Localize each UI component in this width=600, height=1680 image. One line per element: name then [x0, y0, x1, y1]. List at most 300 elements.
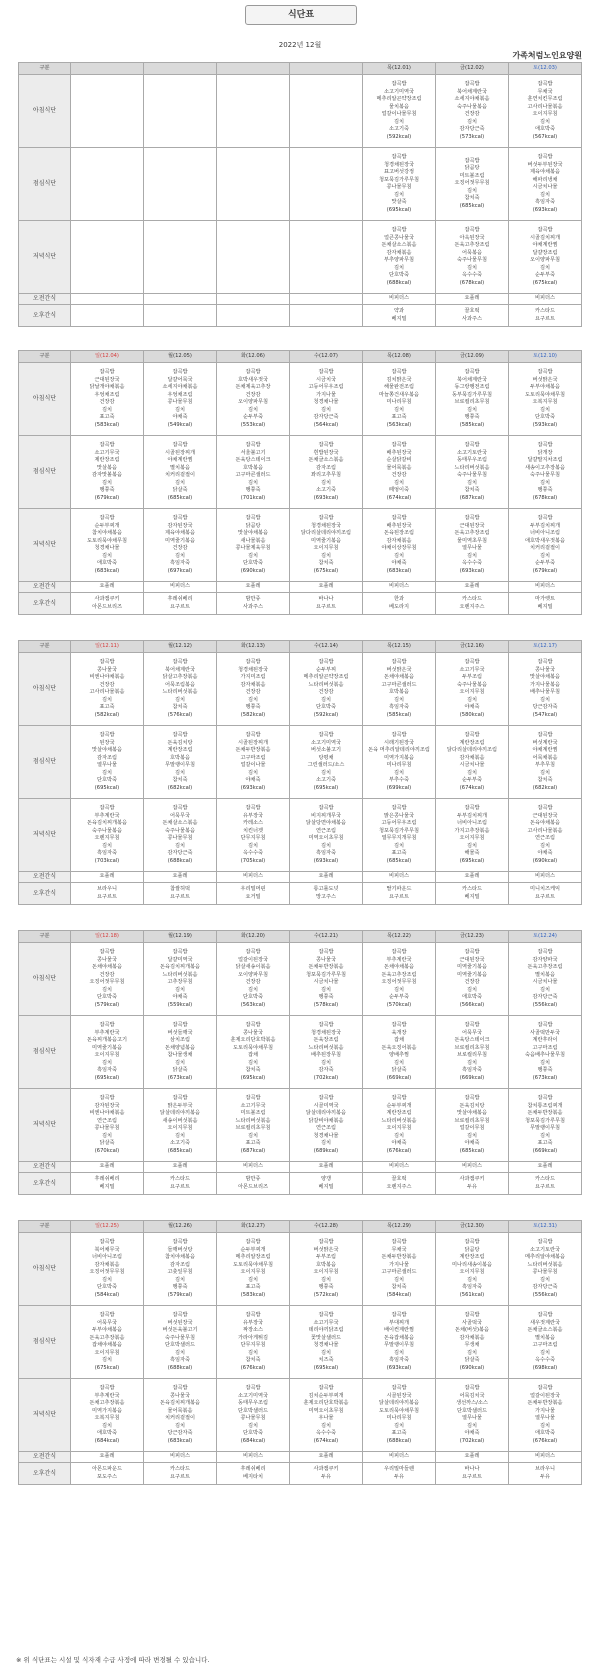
menu-cell — [144, 1463, 217, 1485]
menu-item: 물치볶음 — [388, 103, 410, 110]
day-header: 금(12.09) — [436, 351, 509, 363]
menu-cell — [509, 883, 582, 905]
row-label: 아침식단 — [19, 75, 71, 148]
menu-cell — [290, 305, 363, 327]
menu-item: 잡곡밥 — [464, 1312, 480, 1318]
menu-item: 돈채두반장볶음 — [308, 964, 344, 970]
menu-item: 땡쭝죽 — [537, 487, 553, 493]
menu-item: 김치 — [539, 842, 551, 849]
menu-item: 콩나물국 — [534, 666, 556, 673]
menu-item: 옥수수죽 — [315, 1430, 337, 1436]
menu-item: 김치 — [393, 552, 405, 559]
menu-item: 표고죽 — [391, 850, 407, 856]
menu-item: 닭곰탕 — [245, 522, 261, 529]
menu-item: 참치죽 — [464, 195, 480, 202]
breakfast-row — [19, 363, 582, 436]
menu-item: 닭살죽 — [172, 1067, 188, 1073]
menu-item: 김치 — [539, 406, 551, 413]
pm-snack-row — [19, 593, 582, 615]
day-header: 월(12.05) — [144, 351, 217, 363]
menu-cell — [509, 509, 582, 582]
menu-item: 옥수수죽 — [534, 1357, 556, 1363]
menu-item: 맑은두부국 — [167, 1102, 193, 1109]
menu-item: 미나리무침 — [386, 762, 412, 768]
menu-cell — [144, 294, 217, 305]
menu-item: 어묵채볶음 — [532, 754, 558, 761]
menu-item: 요플레 — [318, 873, 334, 880]
menu-item: 감자당근죽 — [532, 1284, 558, 1290]
menu-cell — [363, 883, 436, 905]
menu-item: 잡곡밥 — [245, 949, 261, 955]
menu-item: 콩나물국 — [315, 956, 337, 963]
menu-item: 단호박죽 — [534, 414, 556, 420]
menu-item: 잡곡밥 — [537, 805, 553, 811]
menu-cell — [144, 653, 217, 726]
menu-item: 야채죽 — [391, 1140, 407, 1146]
menu-cell — [509, 726, 582, 799]
menu-item: 잡곡밥 — [391, 442, 407, 448]
menu-item: 어묵무국 — [461, 1029, 483, 1036]
menu-item: (693kcal) — [240, 784, 266, 791]
menu-item: 꽈리고추무침 — [310, 472, 342, 478]
menu-item: 단호박샐러드 — [456, 1407, 488, 1414]
menu-item: 김치 — [466, 842, 478, 849]
menu-item: (678kcal) — [532, 494, 558, 501]
day-header — [71, 63, 144, 75]
menu-item: 비피더스 — [534, 1453, 556, 1460]
menu-item: 아몬드브리즈 — [237, 1183, 269, 1190]
menu-item: 멸치볶음 — [534, 971, 556, 978]
menu-item: 잡곡밥 — [464, 81, 480, 87]
menu-item: 두유 — [539, 1473, 551, 1480]
menu-item: 버섯맑은국 — [386, 666, 412, 673]
menu-item: 고구마조림 — [532, 1044, 558, 1051]
menu-item: 흑임자죽 — [388, 704, 410, 710]
menu-item: 부대찌개 — [388, 1319, 410, 1326]
menu-item: (703kcal) — [94, 857, 120, 864]
menu-item: 동태무우조림 — [456, 457, 488, 463]
menu-item: 잡곡밥 — [318, 1022, 334, 1028]
menu-item: 애호박죽 — [534, 1430, 556, 1436]
menu-cell — [144, 593, 217, 615]
menu-item: 김치 — [174, 842, 186, 849]
menu-item: 후레쉬베리 — [240, 1466, 266, 1472]
menu-item: 잡곡밥 — [537, 949, 553, 955]
menu-item: 오이지무침 — [386, 1125, 412, 1131]
menu-cell — [71, 148, 144, 221]
menu-item: 호박볶음 — [242, 464, 264, 471]
menu-item: 김치 — [247, 1132, 259, 1139]
menu-cell — [144, 1306, 217, 1379]
menu-cell — [436, 1306, 509, 1379]
header-row — [19, 351, 582, 363]
menu-item: 오징어젓무무침 — [89, 1269, 125, 1275]
menu-item: 잡곡밥 — [99, 1095, 115, 1101]
menu-item: 요플레 — [245, 583, 261, 590]
menu-item: 버섯계란국 — [532, 739, 558, 746]
menu-item: 꿀호떡 — [464, 308, 480, 314]
menu-item: 동부묵김가루무침 — [451, 391, 493, 398]
menu-item: 연근조림 — [315, 827, 337, 834]
menu-item: 순두부찌 — [315, 666, 337, 673]
menu-item: 제란장조림 — [94, 457, 120, 463]
breakfast-row — [19, 943, 582, 1016]
menu-item: 김치 — [393, 842, 405, 849]
menu-item: 브라우니 — [96, 886, 118, 892]
menu-cell — [436, 1016, 509, 1089]
day-header: 목(12.15) — [363, 641, 436, 653]
menu-cell — [290, 509, 363, 582]
menu-item: 밤만쥬 — [245, 1176, 261, 1182]
menu-item: 후레쉬베리 — [94, 1176, 120, 1182]
menu-item: 돈육김치탕 — [167, 739, 193, 746]
menu-item: 딸기파운드 — [386, 886, 412, 892]
menu-item: 닭다리살데리야끼조림 — [446, 747, 498, 753]
menu-item: 소고기죽 — [315, 487, 337, 493]
pm-snack-row — [19, 305, 582, 327]
menu-item: 참치죽 — [318, 560, 334, 566]
menu-cell — [144, 305, 217, 327]
menu-item: 순두부찌개 — [386, 1102, 412, 1109]
menu-item: 잡곡밥 — [99, 1022, 115, 1028]
menu-cell — [509, 305, 582, 327]
menu-item: (702kcal) — [313, 1074, 339, 1081]
menu-item: (592kcal) — [313, 711, 339, 718]
menu-item: 새송이버섯볶음 — [162, 1117, 198, 1124]
menu-cell — [71, 726, 144, 799]
menu-item: 콩나물무침 — [167, 835, 193, 841]
menu-item: 잡곡밥 — [172, 1312, 188, 1318]
menu-item: 치커리겉절이 — [164, 1415, 196, 1421]
menu-cell — [217, 1379, 290, 1452]
menu-item: 참치야채볶음 — [91, 530, 123, 536]
menu-item: 베지타치 — [242, 1473, 264, 1480]
menu-item: 잡곡밥 — [172, 515, 188, 521]
menu-item: 맑은콩나물국 — [383, 812, 415, 819]
menu-item: 시골미역국 — [313, 1102, 339, 1109]
menu-item: (685kcal) — [167, 1147, 193, 1154]
menu-item: 버섯돈육불고기 — [162, 1327, 198, 1333]
menu-item: 순두부찌개 — [240, 1246, 266, 1253]
menu-item: 돈채굴소스볶음 — [527, 1327, 563, 1333]
menu-item: 시금치나물 — [313, 979, 339, 985]
menu-item: 미나리무침 — [386, 1415, 412, 1421]
menu-item: 요플레 — [537, 1163, 553, 1170]
menu-cell — [217, 1233, 290, 1306]
menu-item: 카스타드 — [461, 596, 483, 602]
menu-item: 잡곡밥 — [99, 732, 115, 738]
menu-item: 김치 — [539, 769, 551, 776]
menu-item: (582kcal) — [94, 711, 120, 718]
menu-item: 요구르트 — [534, 893, 556, 900]
menu-item: 포도주스 — [96, 1473, 118, 1480]
menu-item: 열무무지개무침 — [381, 835, 417, 841]
menu-item: 닭살죽 — [172, 487, 188, 493]
menu-item: 잡곡밥 — [172, 659, 188, 665]
menu-item: 옥수수죽 — [461, 560, 483, 566]
menu-item: 김치 — [466, 118, 478, 125]
menu-cell — [509, 1463, 582, 1485]
menu-item: 잡곡밥 — [537, 732, 553, 738]
menu-item: 오이지무침 — [532, 111, 558, 117]
menu-item: 그린샐러드/소스 — [307, 762, 345, 768]
menu-item: (693kcal) — [386, 1364, 412, 1371]
menu-item: 닭곰탕 — [464, 1246, 480, 1253]
row-label: 점심식단 — [19, 1306, 71, 1379]
menu-cell — [290, 872, 363, 883]
menu-item: 잡곡밥 — [464, 805, 480, 811]
menu-item: 잡곡밥 — [464, 157, 480, 164]
menu-item: 단호박죽 — [242, 994, 264, 1000]
menu-item: 잡곡밥 — [172, 1022, 188, 1028]
menu-item: (582kcal) — [240, 711, 266, 718]
menu-item: 잡곡밥 — [391, 949, 407, 955]
menu-item: 김치 — [393, 769, 405, 776]
menu-item: 미트볼조림 — [459, 172, 485, 179]
menu-item: 김치 — [466, 1349, 478, 1356]
menu-item: 너비아니조림 — [529, 530, 561, 536]
menu-item: (673kcal) — [167, 1074, 193, 1081]
menu-item: (693kcal) — [313, 494, 339, 501]
menu-cell — [363, 582, 436, 593]
menu-item: 흑임자죽 — [169, 1357, 191, 1363]
menu-item: (578kcal) — [313, 1001, 339, 1008]
menu-cell — [290, 653, 363, 726]
menu-item: (675kcal) — [313, 567, 339, 574]
menu-item: 요플레 — [464, 873, 480, 880]
menu-item: 잡곡밥 — [245, 659, 261, 665]
menu-item: (553kcal) — [240, 421, 266, 428]
menu-item: 요구르트 — [169, 893, 191, 900]
menu-cell — [363, 509, 436, 582]
menu-item: 단호박죽 — [242, 560, 264, 566]
menu-item: 오이양파무침 — [529, 257, 561, 263]
menu-item: 참치죽 — [172, 777, 188, 783]
menu-cell — [144, 363, 217, 436]
menu-item: 치즈죽 — [318, 1357, 334, 1363]
menu-item: (584kcal) — [94, 1291, 120, 1298]
menu-item: 북어채계란국 — [164, 666, 196, 673]
menu-item: 청경채나물 — [313, 1132, 339, 1139]
menu-item: 비피더스 — [534, 873, 556, 880]
menu-item: (669kcal) — [386, 1074, 412, 1081]
menu-cell — [436, 1379, 509, 1452]
menu-item: 시골된장찌개 — [164, 449, 196, 456]
menu-item: 청경채된장국 — [237, 666, 269, 673]
menu-item: 김치 — [247, 696, 259, 703]
menu-cell — [509, 1173, 582, 1195]
menu-item: 잡곡밥 — [245, 515, 261, 521]
menu-cell — [363, 1016, 436, 1089]
menu-cell — [144, 726, 217, 799]
menu-item: 오복지무침 — [94, 1415, 120, 1421]
menu-item: 돈육된장조림 — [383, 530, 415, 536]
menu-cell — [436, 1463, 509, 1485]
menu-cell — [436, 799, 509, 872]
menu-cell — [363, 75, 436, 148]
header-row — [19, 63, 582, 75]
menu-item: 잡곡밥 — [318, 515, 334, 521]
menu-item: 단호박죽 — [388, 272, 410, 278]
day-header: 화(12.13) — [217, 641, 290, 653]
menu-item: 김치 — [539, 986, 551, 993]
menu-cell — [71, 582, 144, 593]
menu-item: 느타리버섯볶음 — [454, 464, 490, 471]
menu-item: 미역줄기볶음 — [456, 964, 488, 970]
row-label: 아침식단 — [19, 1233, 71, 1306]
menu-item: 훈제오리단호박볶음 — [230, 1037, 276, 1043]
menu-item: 열무나물 — [461, 1415, 483, 1421]
menu-item: 애호박죽 — [96, 1430, 118, 1436]
menu-item: 김치 — [101, 406, 113, 413]
menu-item: 감자된장국 — [94, 1102, 120, 1109]
menu-item: (592kcal) — [386, 133, 412, 140]
menu-cell — [71, 1016, 144, 1089]
menu-cell — [363, 1306, 436, 1379]
menu-item: 돈육김치찌개볶음 — [86, 820, 128, 826]
menu-item: 김치 — [320, 1276, 332, 1283]
menu-item: 돈육고추장조림 — [454, 242, 490, 248]
menu-cell — [144, 1452, 217, 1463]
menu-item: 북어채무국 — [94, 1246, 120, 1253]
menu-item: 카레소스 — [242, 820, 264, 826]
menu-item: 김치 — [320, 1349, 332, 1356]
day-header — [217, 63, 290, 75]
menu-cell — [509, 294, 582, 305]
menu-item: 숙주나물무침 — [456, 472, 488, 478]
menu-item: 건장감 — [318, 689, 334, 695]
menu-cell — [217, 1452, 290, 1463]
menu-cell — [290, 883, 363, 905]
menu-item: (547kcal) — [532, 711, 558, 718]
menu-item: 맛살야채볶음 — [237, 530, 269, 536]
menu-item: (697kcal) — [167, 567, 193, 574]
menu-item: 느타리버섯볶음 — [308, 1044, 344, 1051]
menu-item: 메추리알곤약장조림 — [303, 674, 349, 680]
menu-item: 김치 — [466, 1422, 478, 1429]
menu-item: 잡곡밥 — [99, 949, 115, 955]
menu-cell — [71, 1089, 144, 1162]
menu-item: (572kcal) — [313, 1291, 339, 1298]
menu-item: 잡곡밥 — [99, 659, 115, 665]
menu-item: 근대된장국 — [459, 956, 485, 963]
menu-item: 닭날개야채볶음 — [89, 384, 125, 390]
menu-item: 비엔나야채볶음 — [89, 1110, 125, 1116]
menu-item: 김치 — [174, 552, 186, 559]
menu-item: 야채이상장무침 — [381, 545, 417, 551]
menu-item: 요플레 — [464, 295, 480, 302]
menu-item: 닭살데리야끼볶음 — [159, 1110, 201, 1116]
lunch-row — [19, 726, 582, 799]
menu-item: (675kcal) — [94, 1364, 120, 1371]
menu-item: 유부장국 — [242, 812, 264, 819]
am-snack-row — [19, 1162, 582, 1173]
menu-item: 표고죽 — [391, 414, 407, 420]
menu-item: 김치 — [393, 1276, 405, 1283]
menu-cell — [436, 148, 509, 221]
menu-item: 꽃맛살샐러드 — [310, 1334, 342, 1341]
menu-cell — [144, 943, 217, 1016]
menu-item: (580kcal) — [459, 711, 485, 718]
menu-item: 닭살당면야채볶음 — [305, 820, 347, 826]
menu-item: 땡쭝죽 — [537, 1067, 553, 1073]
day-header — [290, 63, 363, 75]
menu-item: 표고죽 — [537, 1140, 553, 1146]
menu-item: 김치 — [320, 406, 332, 413]
menu-item: 흑임자죽 — [461, 1067, 483, 1073]
menu-item: 카스타드 — [169, 1466, 191, 1472]
menu-item: 땡쭝죽 — [99, 487, 115, 493]
menu-item: 돈육찌개볶음고기 — [86, 1037, 128, 1043]
menu-item: 치커리겉절이 — [164, 472, 196, 478]
lunch-row — [19, 1016, 582, 1089]
menu-item: 치킨너겟 — [242, 827, 264, 834]
menu-item: 브로컬리초무침 — [235, 1125, 271, 1131]
menu-item: 치커리겉절이 — [529, 545, 561, 551]
day-header: 금(12.02) — [436, 63, 509, 75]
menu-item: 요플레 — [99, 1453, 115, 1460]
menu-item: 버섯된장국 — [167, 1319, 193, 1326]
menu-item: 돈채야채볶음 — [91, 964, 123, 970]
menu-item: 표고죽 — [99, 414, 115, 420]
menu-item: (684kcal) — [94, 1437, 120, 1444]
menu-cell — [71, 943, 144, 1016]
menu-item: 잡곡밥 — [245, 805, 261, 811]
menu-item: 오이양파무침 — [237, 971, 269, 978]
organization-name: 가족처럼노인요양원 — [512, 51, 582, 60]
menu-item: 돈채살소스볶음 — [162, 820, 198, 826]
row-label: 점심식단 — [19, 436, 71, 509]
menu-cell — [363, 1162, 436, 1173]
menu-cell — [509, 1089, 582, 1162]
menu-cell — [71, 509, 144, 582]
menu-item: 콩나물무침 — [240, 1415, 266, 1421]
menu-item: 김치 — [247, 1276, 259, 1283]
row-label: 저녁식단 — [19, 1089, 71, 1162]
menu-item: 요구르트 — [315, 603, 337, 610]
menu-item: 근대된장국 — [532, 812, 558, 819]
menu-cell — [363, 726, 436, 799]
menu-item: 후레쉬베리 — [167, 596, 193, 602]
menu-cell — [217, 593, 290, 615]
menu-item: 요플레 — [318, 1453, 334, 1460]
menu-cell — [290, 75, 363, 148]
menu-item: 땡쭝죽 — [464, 414, 480, 420]
menu-item: (688kcal) — [386, 1437, 412, 1444]
menu-item: 마늘쫑건새우볶음 — [378, 391, 420, 398]
menu-item: 건장감 — [99, 681, 115, 688]
menu-cell — [217, 582, 290, 593]
day-header: 목(12.01) — [363, 63, 436, 75]
menu-item: 잡채 — [247, 1052, 259, 1058]
menu-item: (669kcal) — [532, 1147, 558, 1154]
menu-cell — [290, 1306, 363, 1379]
menu-item: 흰밥된장국 — [313, 449, 339, 456]
menu-cell — [144, 883, 217, 905]
menu-item: 잡곡밥 — [318, 1095, 334, 1101]
menu-item: 베지밀 — [464, 893, 480, 900]
menu-item: (690kcal) — [532, 857, 558, 864]
menu-item: 김치 — [393, 479, 405, 486]
menu-item: 훈제오리단호박볶음 — [303, 1400, 349, 1406]
menu-item: 김치 — [320, 1422, 332, 1429]
menu-item: 멸치볶음 — [534, 1334, 556, 1341]
day-header: 일(12.04) — [71, 351, 144, 363]
row-label: 오전간식 — [19, 1452, 71, 1463]
menu-cell — [71, 872, 144, 883]
menu-cell — [290, 1233, 363, 1306]
row-label: 저녁식단 — [19, 799, 71, 872]
